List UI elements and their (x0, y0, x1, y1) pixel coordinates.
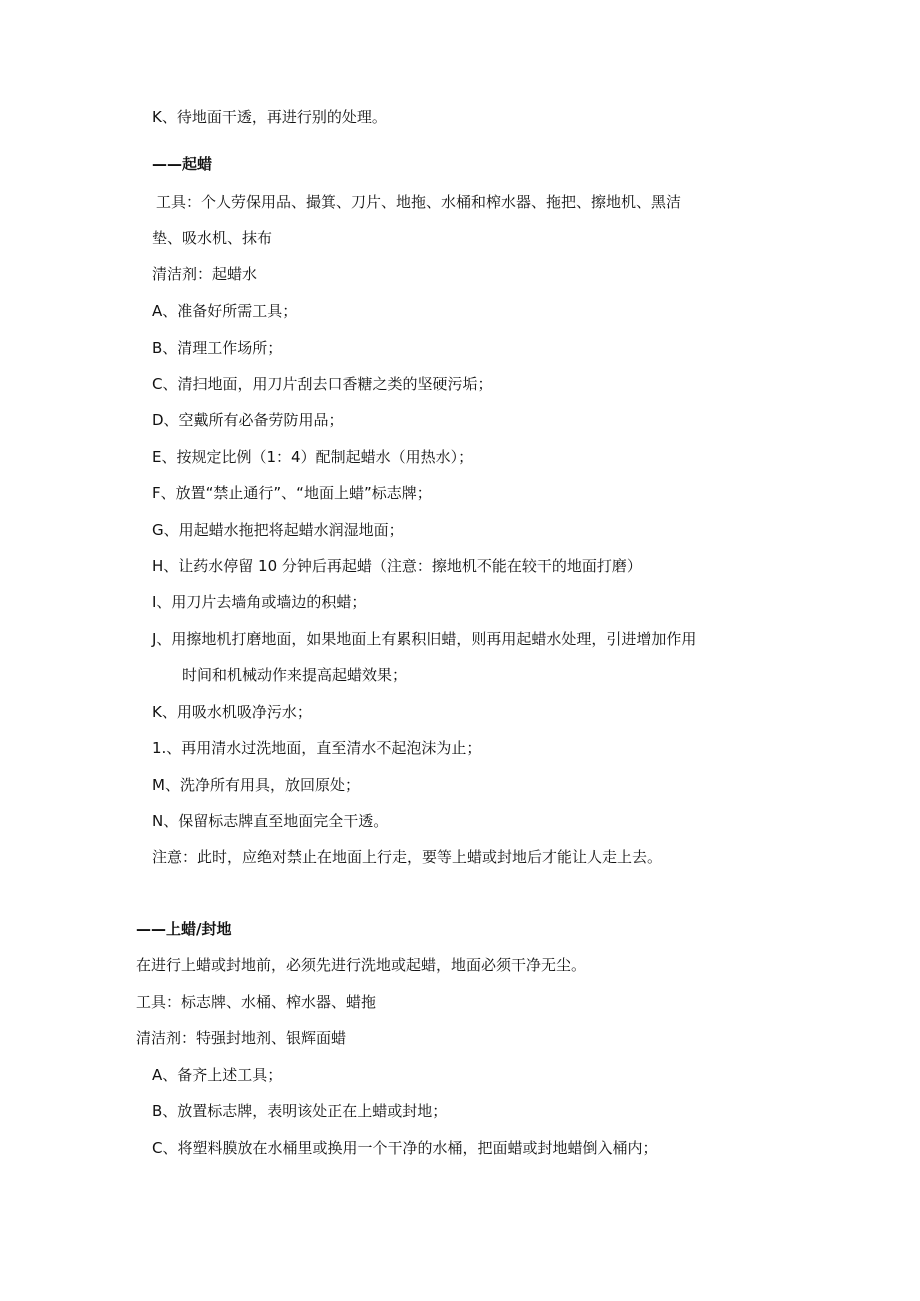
intro-text: 在进行上蜡或封地前，必须先进行洗地或起蜡，地面必须干净无尘。 (136, 956, 587, 974)
note-text: 注意：此时，应绝对禁止在地面上行走，要等上蜡或封地后才能让人走上去。 (152, 848, 663, 866)
step-b: B、放置标志牌，表明该处正在上蜡或封地； (152, 1102, 448, 1120)
step-n: N、保留标志牌直至地面完全干透。 (152, 812, 389, 830)
step-j-line-2: 时间和机械动作来提高起蜡效果； (182, 666, 408, 684)
step-a: A、备齐上述工具； (152, 1066, 283, 1084)
step-l: 1.、再用清水过洗地面，直至清水不起泡沫为止； (152, 739, 482, 757)
tools-list-line-1: 工具：个人劳保用品、撮箕、刀片、地拖、水桶和榨水器、拖把、擦地机、黑洁 (156, 193, 682, 211)
section-heading-wax-stripping: ——起蜡 (152, 155, 213, 173)
step-k-drying: K、待地面干透，再进行别的处理。 (152, 108, 387, 126)
step-g: G、用起蜡水拖把将起蜡水润湿地面； (152, 521, 404, 539)
step-f: F、放置“禁止通行”、“地面上蜡”标志牌； (152, 484, 432, 502)
step-i: I、用刀片去墙角或墙边的积蜡； (152, 593, 367, 611)
step-h: H、让药水停留 10 分钟后再起蜡（注意：擦地机不能在较干的地面打磨） (152, 557, 642, 575)
step-k: K、用吸水机吸净污水； (152, 703, 312, 721)
tools-list-line-2: 垫、吸水机、抹布 (152, 229, 273, 247)
step-c: C、将塑料膜放在水桶里或换用一个干净的水桶，把面蜡或封地蜡倒入桶内； (152, 1139, 658, 1157)
section-heading-waxing-sealing: ——上蜡/封地 (136, 920, 232, 938)
cleaner-label: 清洁剂：特强封地剂、银辉面蜡 (136, 1029, 347, 1047)
step-b: B、清理工作场所； (152, 339, 283, 357)
cleaner-label: 清洁剂：起蜡水 (152, 265, 258, 283)
step-m: M、洗净所有用具，放回原处； (152, 776, 360, 794)
step-c: C、清扫地面，用刀片刮去口香糖之类的坚硬污垢； (152, 375, 493, 393)
step-d: D、空戴所有必备劳防用品； (152, 411, 344, 429)
tools-list: 工具：标志牌、水桶、榨水器、蜡拖 (136, 993, 377, 1011)
step-j-line-1: J、用擦地机打磨地面，如果地面上有累积旧蜡，则再用起蜡水处理，引进增加作用 (152, 630, 697, 648)
step-a: A、准备好所需工具； (152, 302, 298, 320)
step-e: E、按规定比例（1：4）配制起蜡水（用热水）； (152, 448, 474, 466)
